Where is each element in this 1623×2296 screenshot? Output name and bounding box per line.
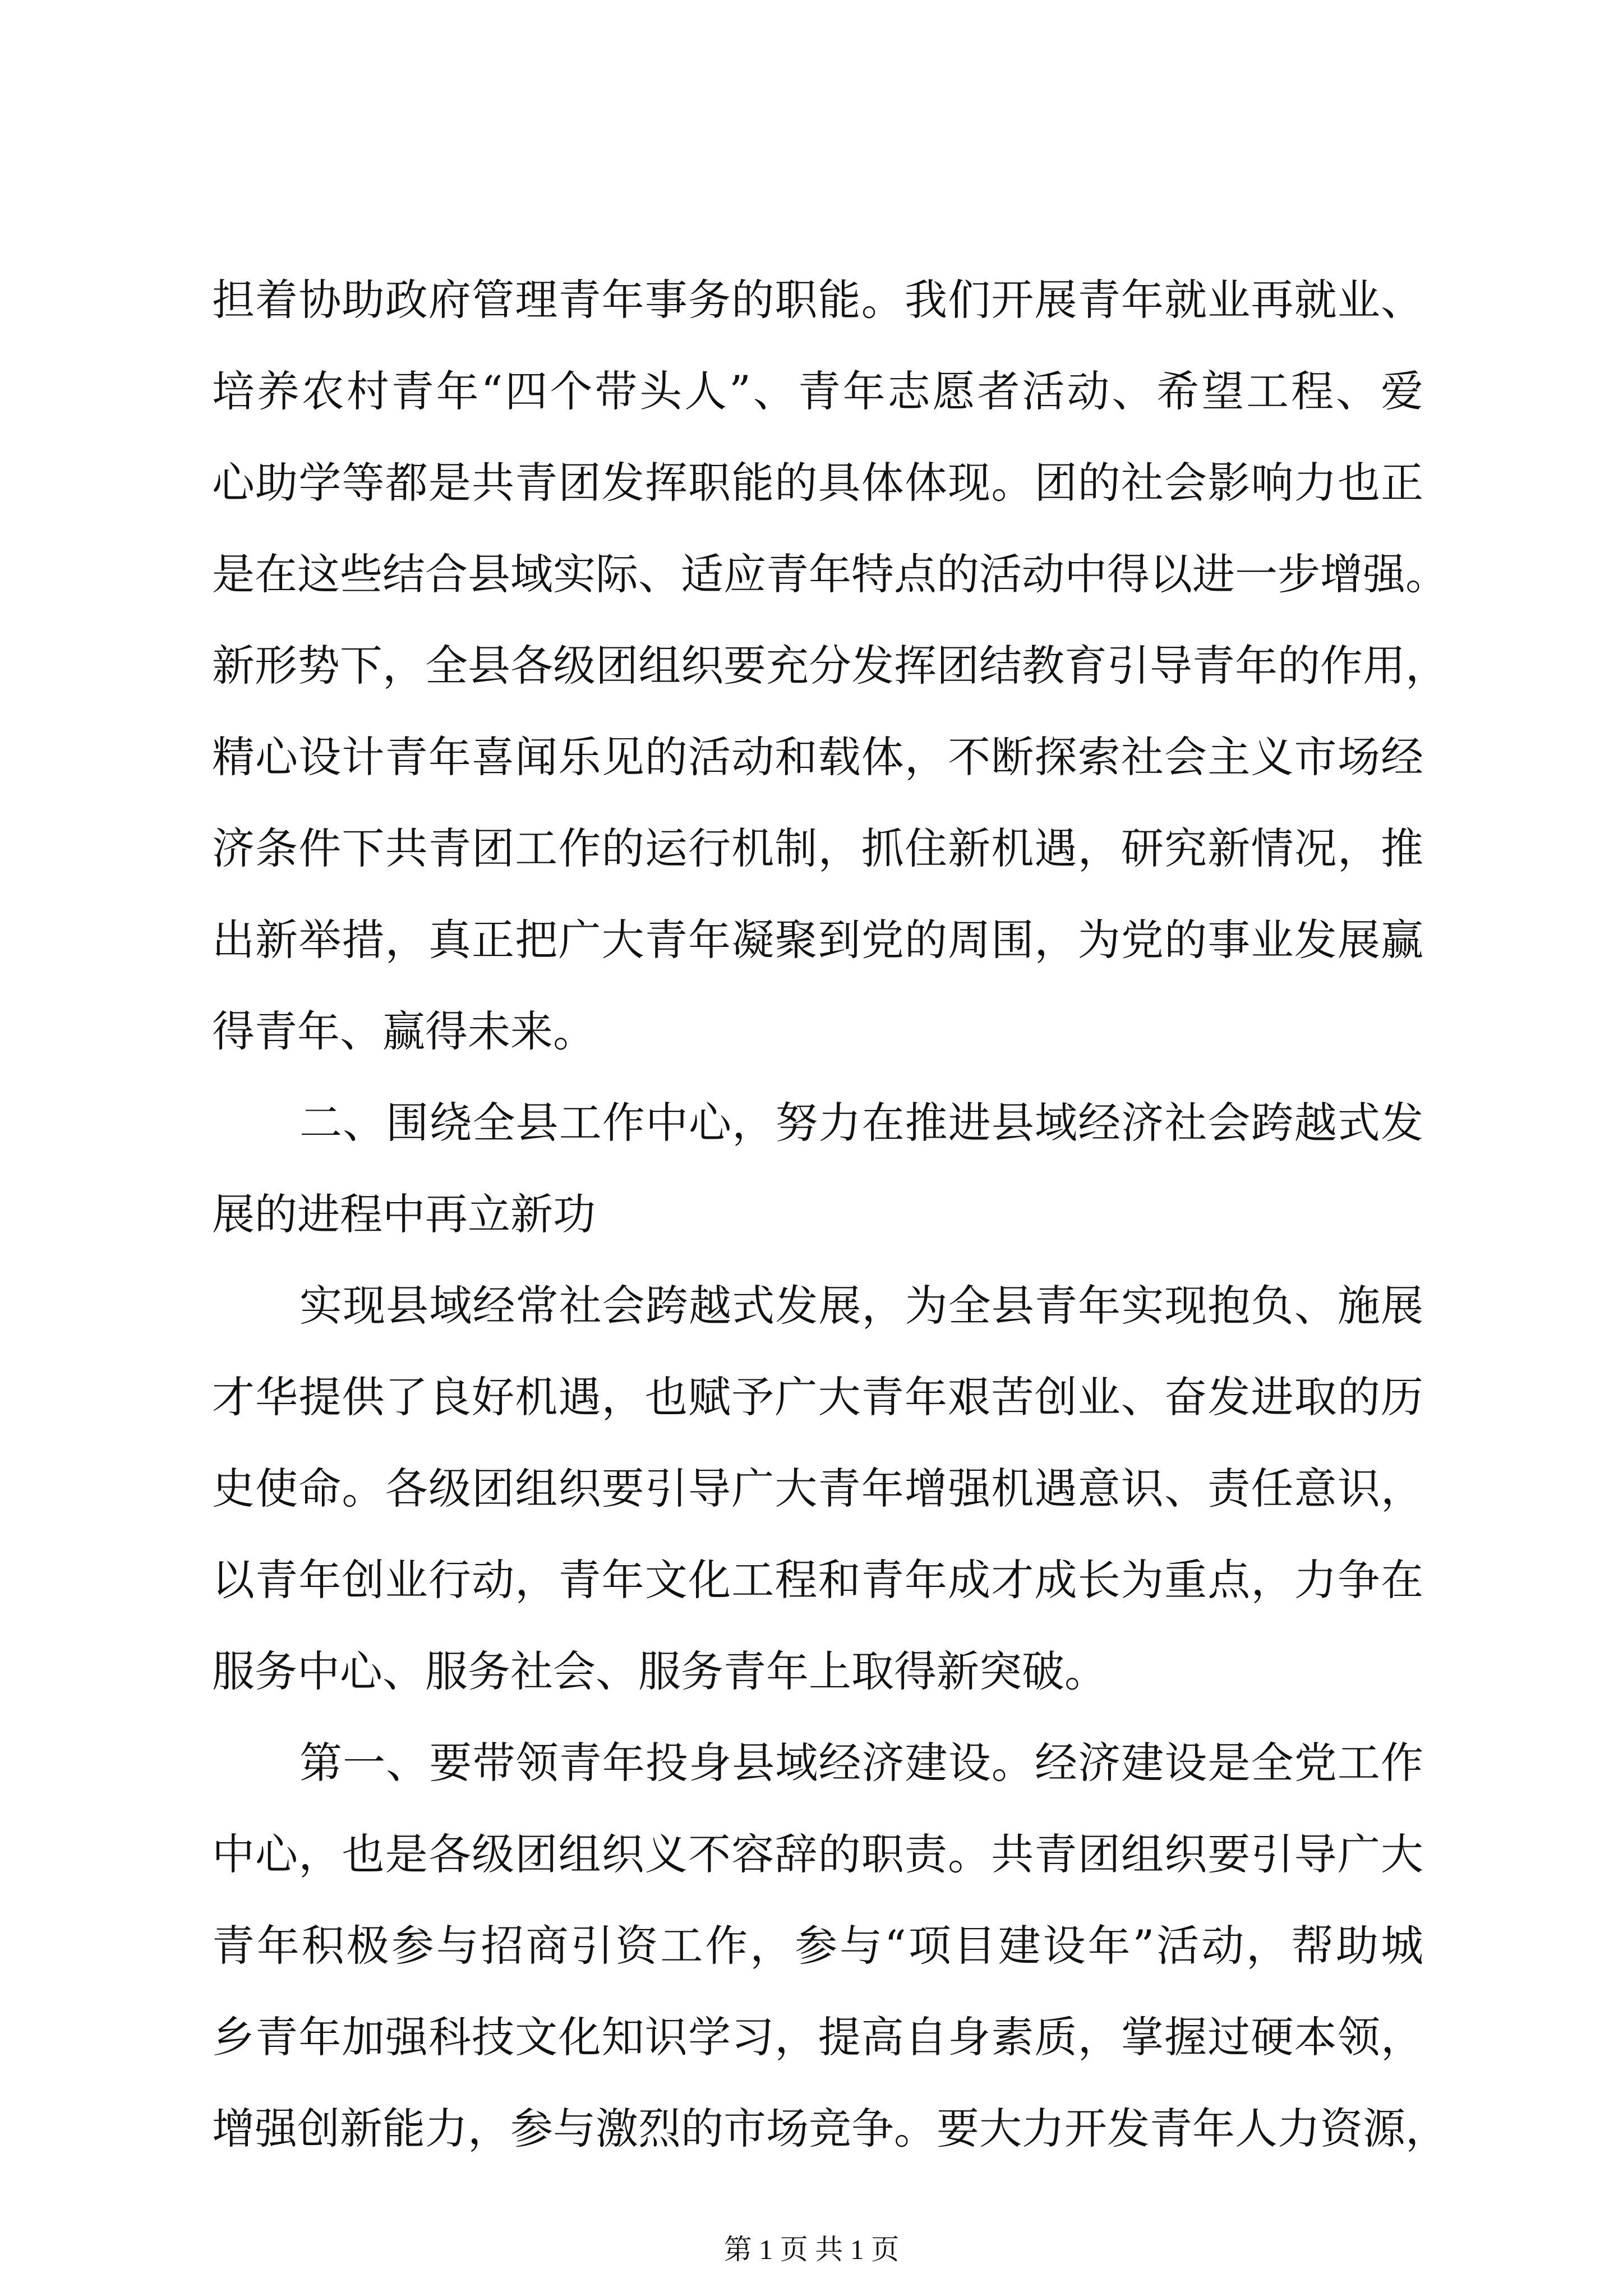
body-line: 担着协助政府管理青年事务的职能。我们开展青年就业再就业、 (212, 275, 1423, 325)
body-line: 心助学等都是共青团发挥职能的具体体现。团的社会影响力也正 (212, 458, 1423, 508)
body-line: 青年积极参与招商引资工作，参与“项目建设年”活动，帮助城 (212, 1921, 1423, 1971)
section-heading-line: 展的进程中再立新功 (212, 1189, 596, 1239)
section-heading-line: 二、围绕全县工作中心，努力在推进县域经济社会跨越式发 (299, 1098, 1423, 1148)
body-line: 出新举措，真正把广大青年凝聚到党的周围，为党的事业发展赢 (212, 915, 1423, 965)
body-line: 培养农村青年“四个带头人”、青年志愿者活动、希望工程、爱 (212, 366, 1423, 416)
body-line: 增强创新能力，参与激烈的市场竞争。要大力开发青年人力资源， (212, 2104, 1448, 2154)
page-number-footer: 第 1 页 共 1 页 (723, 2234, 900, 2265)
body-line: 服务中心、服务社会、服务青年上取得新突破。 (212, 1646, 1107, 1696)
body-line: 以青年创业行动，青年文化工程和青年成才成长为重点，力争在 (212, 1555, 1423, 1605)
body-line: 实现县域经常社会跨越式发展，为全县青年实现抱负、施展 (299, 1281, 1423, 1331)
body-line: 是在这些结合县域实际、适应青年特点的活动中得以进一步增强。 (212, 549, 1448, 599)
body-line: 济条件下共青团工作的运行机制，抓住新机遇，研究新情况，推 (212, 823, 1423, 873)
body-line: 才华提供了良好机遇，也赋予广大青年艰苦创业、奋发进取的历 (212, 1372, 1423, 1422)
body-line: 新形势下，全县各级团组织要充分发挥团结教育引导青年的作用， (212, 641, 1448, 691)
body-line: 乡青年加强科技文化知识学习，提高自身素质，掌握过硬本领， (212, 2012, 1423, 2062)
body-line: 中心，也是各级团组织义不容辞的职责。共青团组织要引导广大 (212, 1829, 1423, 1879)
body-line: 得青年、赢得未来。 (212, 1006, 596, 1056)
body-line: 第一、要带领青年投身县域经济建设。经济建设是全党工作 (299, 1738, 1423, 1788)
body-line: 史使命。各级团组织要引导广大青年增强机遇意识、责任意识， (212, 1464, 1423, 1513)
body-line: 精心设计青年喜闻乐见的活动和载体，不断探索社会主义市场经 (212, 732, 1423, 782)
